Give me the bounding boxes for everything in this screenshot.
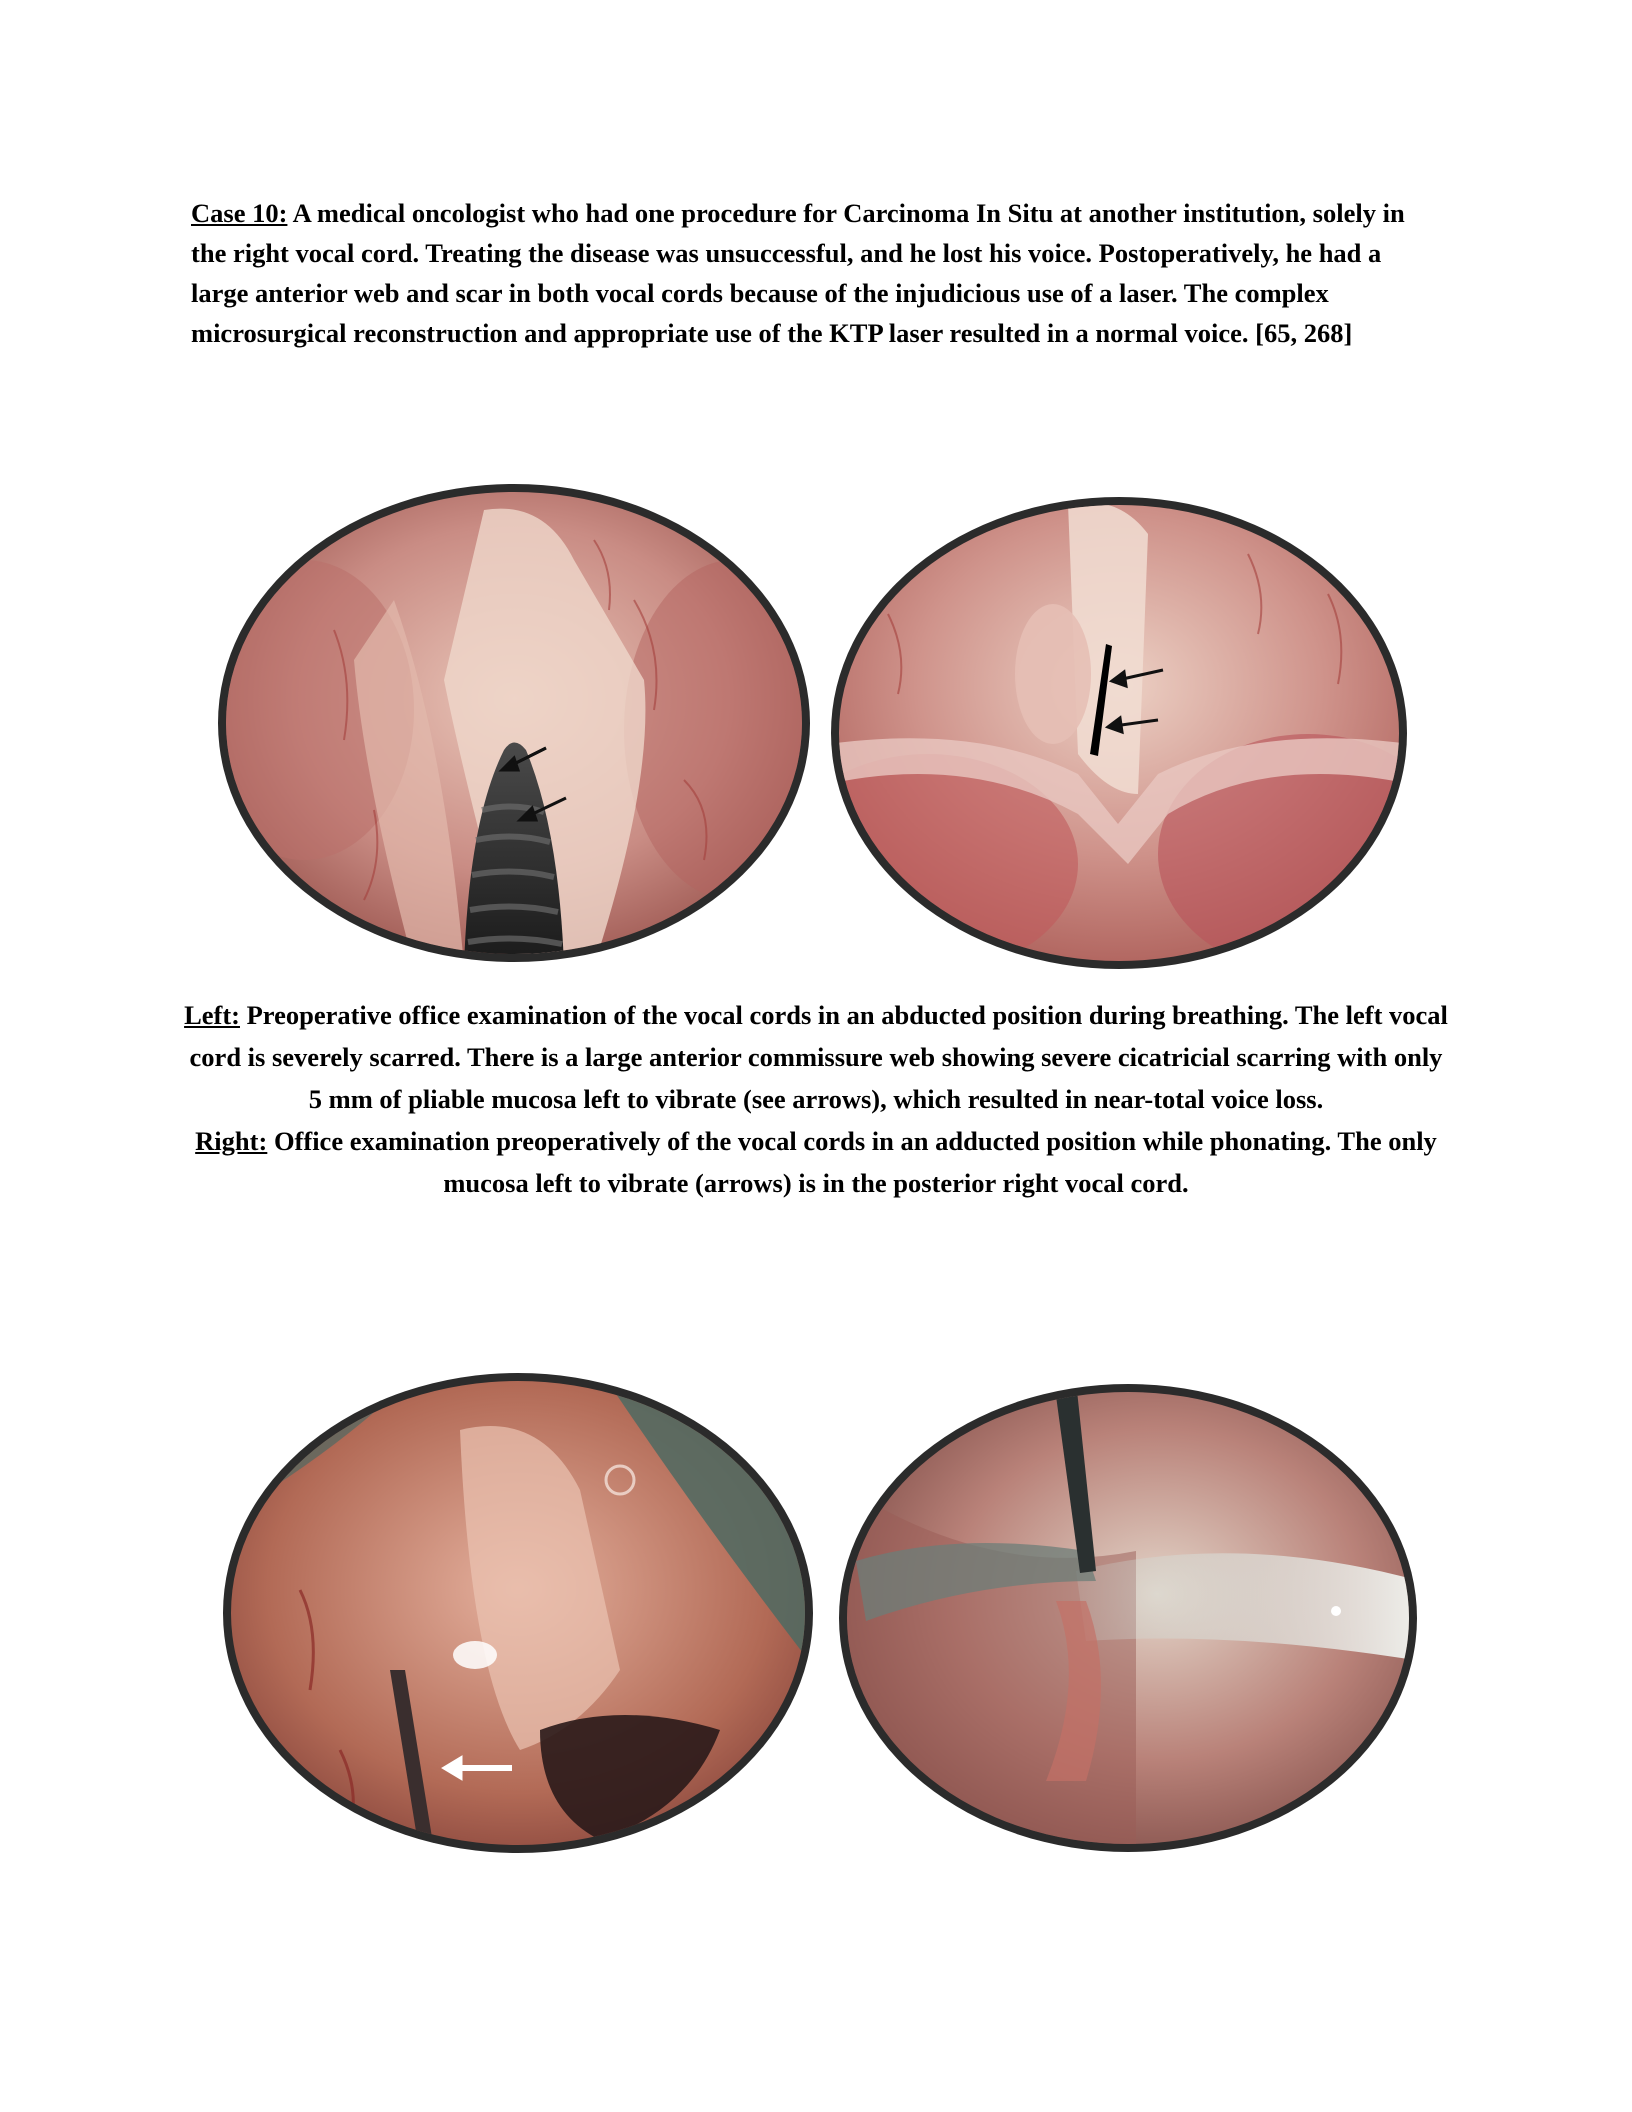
caption-left-text: Preoperative office examination of the vocal cords in an abducted position during breathing. The left vocal cord is severely scarred. There is a large anterior commissure web showing severe cicatricial scarring with only 5 mm of pliable mucosa left to vibrate (see arrows), which resulted in near-total voice loss. xyxy=(189,1000,1448,1114)
caption-left-label: Left: xyxy=(184,1000,240,1030)
preop-adducted-photo xyxy=(828,494,1410,972)
intraop-photo-left xyxy=(220,1370,816,1856)
case-text: A medical oncologist who had one procedure for Carcinoma In Situ at another institution, solely in the right vocal cord. Treating the disease was unsuccessful, and he lost his voice. Postoperatively, he had a large anterior web and scar in both vocal cords because of the injudicious use of a laser. The complex microsurgical reconstruction and appropriate use of the KTP laser resulted in a normal voice. [65, 268] xyxy=(191,198,1405,348)
caption-right-label: Right: xyxy=(195,1126,268,1156)
case-description xyxy=(191,193,1441,353)
case-label: Case 10: xyxy=(191,198,288,228)
figure-caption xyxy=(180,994,1452,1204)
caption-right-text: Office examination preoperatively of the vocal cords in an adducted position while phonating. The only mucosa left to vibrate (arrows) is in the posterior right vocal cord. xyxy=(267,1126,1437,1198)
intraop-photo-right xyxy=(836,1381,1420,1855)
preop-abducted-photo xyxy=(214,480,814,966)
